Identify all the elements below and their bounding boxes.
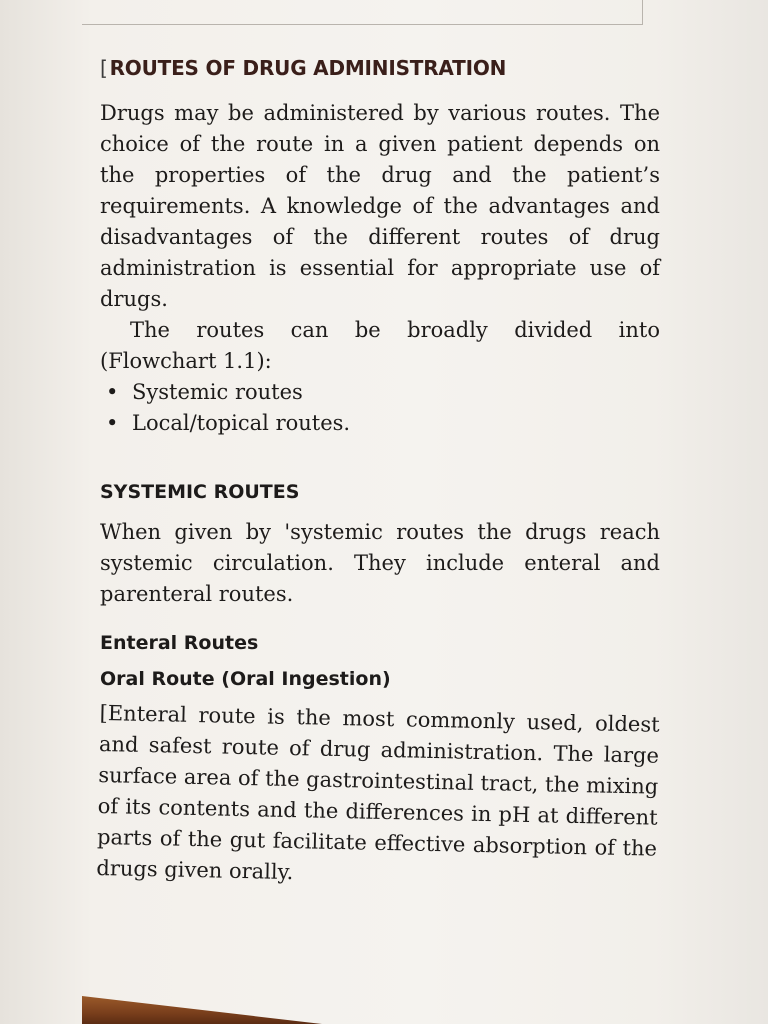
oral-route-paragraph: [Enteral route is the most commonly used, oldest and safest route of drug administration. The large surface area of the gastrointestinal tract, the mixing of its contents and the differences in pH at different parts of the gut facilitate effective absorption of the drugs given orally. xyxy=(96,700,660,885)
page-top-edge xyxy=(82,0,643,25)
list-item xyxy=(100,408,660,439)
section-title-text: ROUTES OF DRUG ADMINISTRATION xyxy=(109,56,507,80)
bullet-icon: • xyxy=(106,411,119,435)
bullet-text: Systemic routes xyxy=(132,380,303,404)
bullet-text: Local/topical routes. xyxy=(132,411,351,435)
title-bracket-mark: [ xyxy=(100,56,108,80)
oral-route-block xyxy=(96,698,660,896)
oral-route-subheading: Oral Route (Oral Ingestion) xyxy=(100,668,391,690)
bullet-icon: • xyxy=(106,380,119,404)
list-item xyxy=(100,377,660,408)
intro-paragraph: Drugs may be administered by various routes. The choice of the route in a given patient depends on the properties of the drug and the patient’s requirements. A knowledge of the advantages and disadvantages of the different routes of drug administration is essential for appropriate use of drugs. xyxy=(100,101,660,311)
enteral-routes-heading: Enteral Routes xyxy=(100,632,259,654)
systemic-routes-heading: SYSTEMIC ROUTES xyxy=(100,481,300,503)
book-page xyxy=(96,56,660,885)
routes-bullet-list xyxy=(100,377,660,439)
systemic-routes-paragraph: When given by 'systemic routes the drugs reach systemic circulation. They include enteral and parenteral routes. xyxy=(100,520,660,606)
section-title xyxy=(100,56,660,80)
routes-division-paragraph: The routes can be broadly divided into (Flowchart 1.1): xyxy=(100,318,660,373)
